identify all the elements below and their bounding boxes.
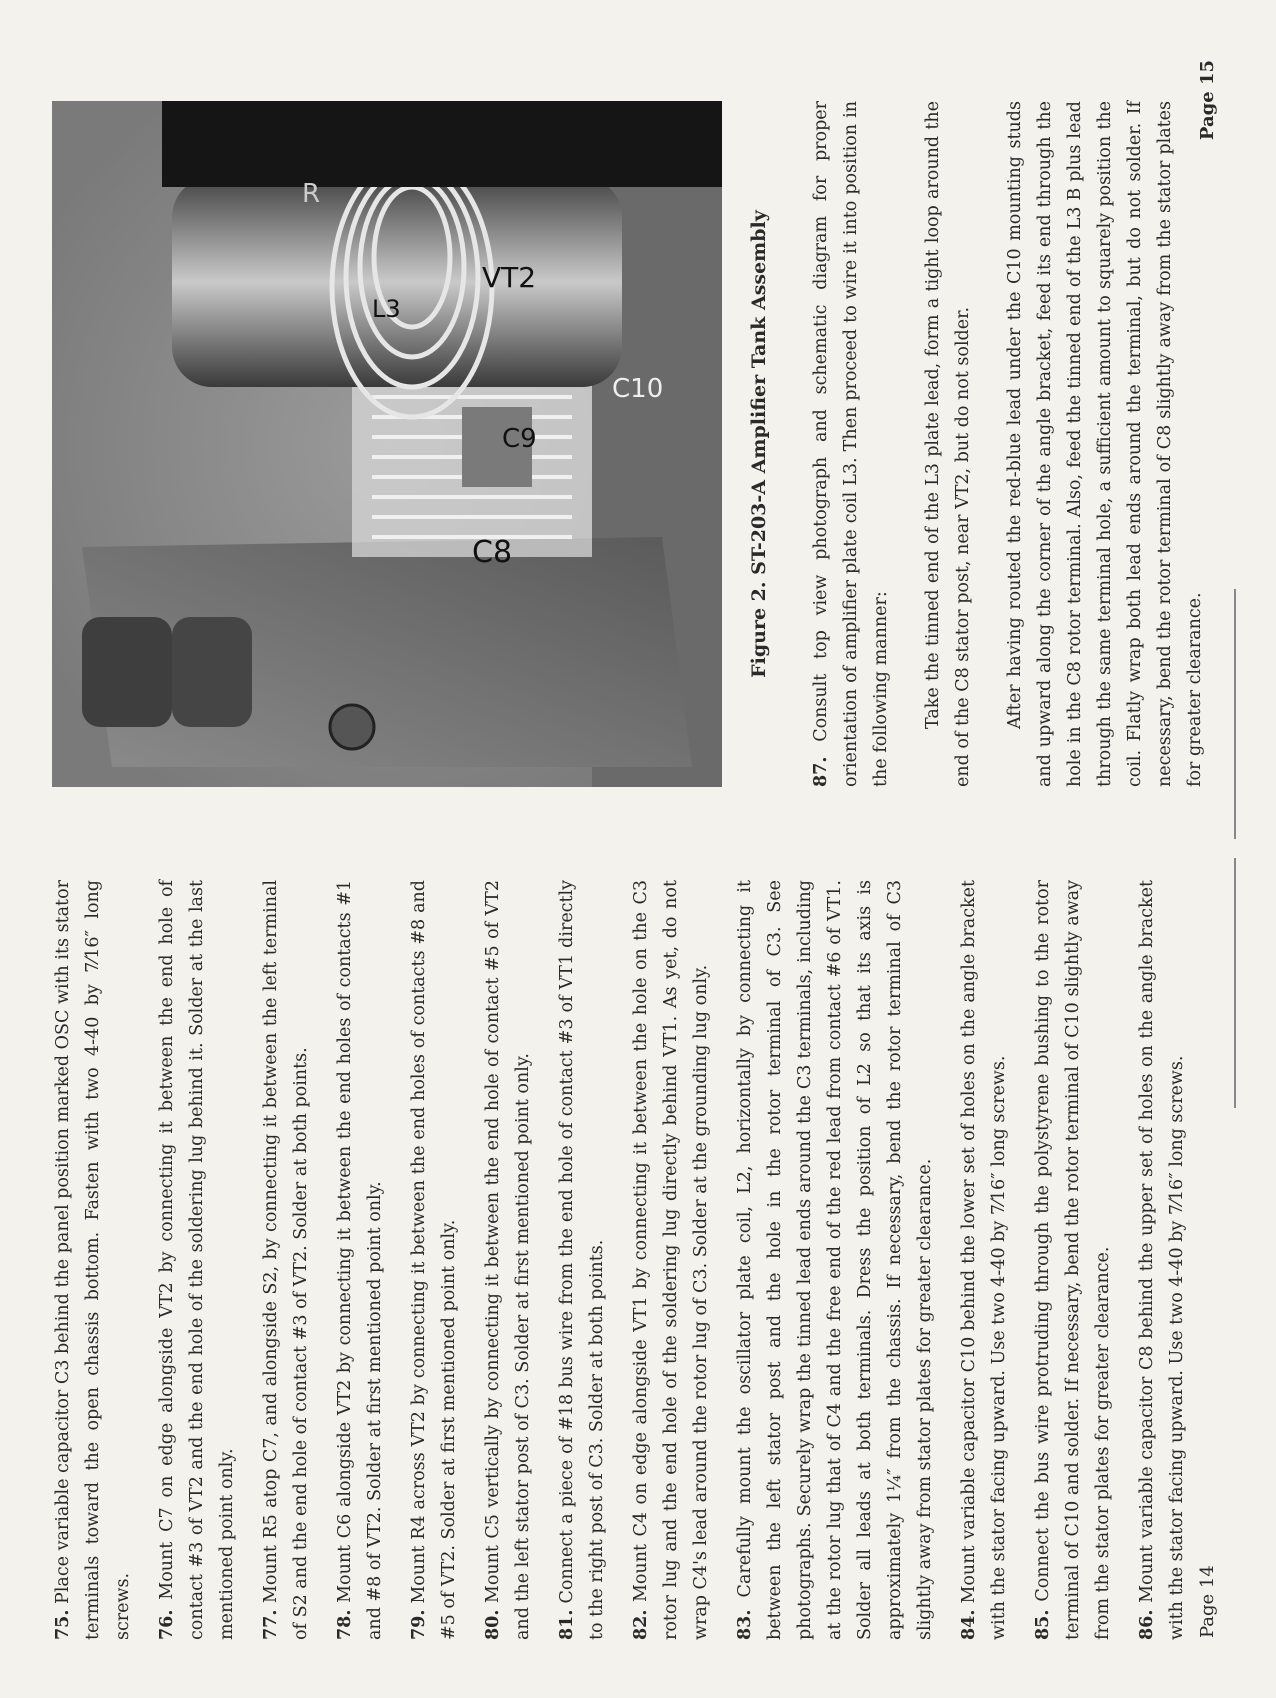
assembly-steps <box>48 880 1206 1640</box>
page-number-left: Page 14 <box>1197 1565 1218 1638</box>
step-77: 77. Mount R5 atop C7, and alongside S2, by connecting it between the left terminal of S2 and the end hole of contact #3 of VT2. Solder at both points. <box>261 880 311 1640</box>
amplifier-tank-photo <box>52 101 722 787</box>
step-84: 84. Mount variable capacitor C10 behind the lower set of holes on the angle bracket with the stator facing upward. Use two 4-40 by 7⁄16″ long screws. <box>959 880 1009 1640</box>
step-82: 82. Mount C4 on edge alongside VT1 by connecting it between the hole on the C3 rotor lug and the end hole of the soldering lug directly behind VT1. As yet, do not wrap C4's lead around the rotor lug of C3. Solder at the grounding lug only. <box>631 880 711 1640</box>
label-r: R <box>302 179 321 209</box>
bottom-rule-left <box>1234 858 1236 1108</box>
label-c9: C9 <box>502 424 537 454</box>
step-85: 85. Connect the bus wire protruding through the polystyrene bushing to the rotor terminal of C10 and solder. If necessary, bend the rotor terminal of C10 slightly away from the stator plates for greater clearance. <box>1033 880 1113 1640</box>
step-78: 78. Mount C6 alongside VT2 by connecting it between the end holes of contacts #1 and #8 of VT2. Solder at first mentioned point only. <box>335 880 385 1640</box>
step-75: 75. Place variable capacitor C3 behind the panel position marked OSC with its stator terminals toward the open chassis bottom. Fasten with two 4-40 by 7⁄16″ long screws. <box>53 880 133 1640</box>
step-86: 86. Mount variable capacitor C8 behind the upper set of holes on the angle bracket with the stator facing upward. Use two 4-40 by 7⁄16″ long screws. <box>1137 880 1187 1640</box>
bottom-rule-right <box>1234 589 1236 839</box>
step-83: 83. Carefully mount the oscillator plate coil, L2, horizontally by connecting it between the left stator post and the hole in the rotor terminal of C3. See photographs. Securely wrap the tinned lead ends around the C3 terminals, including at the rotor lug that of C4 and the free end of the red lead from contact #6 of VT1. Solder all leads at both terminals. Dress the position of L2 so that its axis is approximately 1¼″ from the chassis. If necessary, bend the rotor terminal of C3 slightly away from stator plates for greater clearance. <box>735 880 935 1640</box>
label-l3: L3 <box>372 295 401 323</box>
label-c8: C8 <box>472 535 513 570</box>
knob-lower <box>172 617 252 727</box>
step-76: 76. Mount C7 on edge alongside VT2 by connecting it between the end hole of contact #3 of VT2 and the end hole of the soldering lug behind it. Solder at the last mentioned point only. <box>157 880 237 1640</box>
label-c10: C10 <box>612 374 664 404</box>
page-14 <box>0 849 1276 1698</box>
knob-upper <box>82 617 172 727</box>
step-87: 87. Consult top view photograph and schematic diagram for proper orientation of amplifier plate coil L3. Then proceed to wire it into position in the following manner: <box>811 101 891 787</box>
step-79: 79. Mount R4 across VT2 by connecting it between the end holes of contacts #8 and #5 of VT2. Solder at first mentioned point only. <box>409 880 459 1640</box>
step-81: 81. Connect a piece of #18 bus wire from the end hole of contact #3 of VT1 directly to the right post of C3. Solder at both points. <box>557 880 607 1640</box>
paragraph-red-blue-lead: After having routed the red-blue lead under the C10 mounting studs and upward along the corner of the angle bracket, feed its end through the hole in the C8 rotor terminal. Also, feed the tinned end of the L3 B plus lead through the same terminal hole, a sufficient amount to squarely position the coil. Flatly wrap both lead ends around the terminal, but do not solder. If necessary, bend the rotor terminal of C8 slightly away from the stator plates for greater clearance. <box>1005 101 1205 787</box>
label-vt2: VT2 <box>482 261 537 294</box>
bracket-screw <box>330 705 374 749</box>
resistor-r-can <box>162 101 722 187</box>
figure-caption: Figure 2. ST-203-A Amplifier Tank Assembly <box>748 210 770 678</box>
step-87-section <box>806 101 1232 787</box>
amplifier-tank-illustration <box>52 101 722 787</box>
paragraph-plate-lead: Take the tinned end of the L3 plate lead, form a tight loop around the end of the C8 stator post, near VT2, but do not solder. <box>923 101 973 787</box>
step-80: 80. Mount C5 vertically by connecting it between the end hole of contact #5 of VT2 and the left stator post of C3. Solder at first mentioned point only. <box>483 880 533 1640</box>
page-number-right: Page 15 <box>1197 60 1218 141</box>
